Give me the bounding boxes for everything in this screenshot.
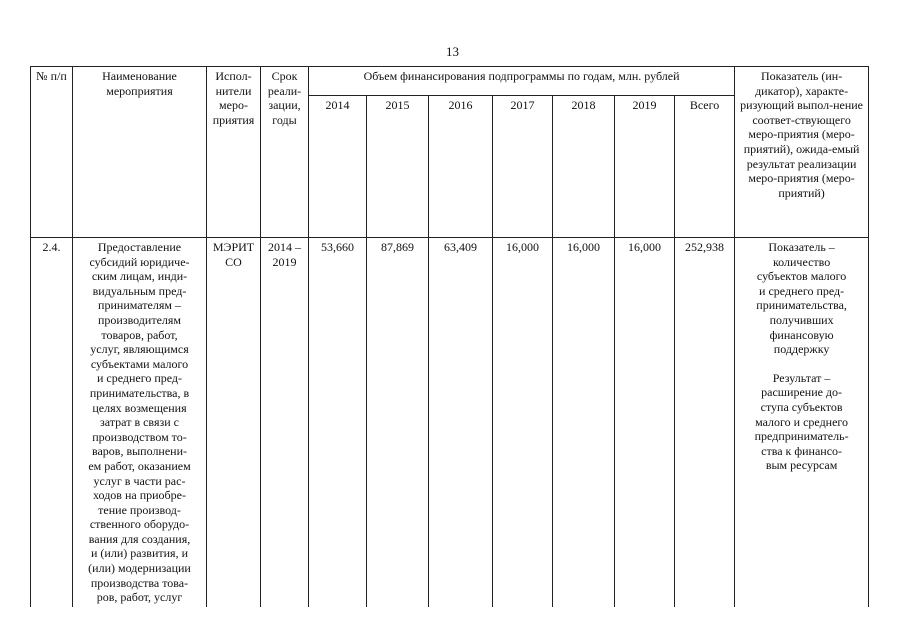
header-year: 2016: [429, 96, 493, 238]
row-executor: МЭРИТ СО: [207, 238, 261, 607]
header-year: 2015: [367, 96, 429, 238]
header-year: 2019: [615, 96, 675, 238]
header-total: Всего: [675, 96, 735, 238]
header-year: 2014: [309, 96, 367, 238]
row-value-2018: 16,000: [553, 238, 615, 607]
row-num: 2.4.: [31, 238, 73, 607]
table-row: [31, 238, 869, 607]
row-result: Результат – расширение до- ступа субъектов малого и среднего предприниматель- ства к финансо- вым ресурсам: [754, 370, 849, 473]
header-name: Наименование мероприятия: [73, 67, 207, 238]
header-row-top: [31, 67, 869, 96]
row-indicator-cell: [735, 238, 869, 607]
header-term: Срок реали-зации, годы: [261, 67, 309, 238]
header-executors: Испол-нители меро-приятия: [207, 67, 261, 238]
row-value-total: 252,938: [675, 238, 735, 607]
row-value-2016: 63,409: [429, 238, 493, 607]
header-indicator: Показатель (ин-дикатор), характе-ризующий выпол-нение соответ-ствующего меро-приятия (меро-приятий), ожида-емый результат реализации меро-приятия (меро-приятий): [735, 67, 869, 238]
page-number: 13: [446, 44, 459, 59]
program-table: [30, 66, 869, 607]
row-indicator: Показатель – количество субъектов малого и среднего пред- принимательства, получивших финансовую поддержку: [756, 240, 847, 357]
row-value-2015: 87,869: [367, 238, 429, 607]
header-funding: Объем финансирования подпрограммы по годам, млн. рублей: [309, 67, 735, 96]
row-value-2019: 16,000: [615, 238, 675, 607]
indicator-spacer: [738, 357, 865, 371]
row-term: 2014 – 2019: [261, 238, 309, 607]
row-name: Предоставление субсидий юридиче- ским лицам, инди- видуальным пред- принимателям – производителям товаров, работ, услуг, являющимся субъектами малого и среднего пред- принимательства, в целях возмещения затрат в связи с производством то- варов, выполнени- ем работ, оказанием услуг в части рас- ходов на приобре- тение производ- ственного оборудо- вания для создания, и (или) развития, и (или) модернизации производства това- ров, работ, услуг: [73, 238, 207, 607]
header-year: 2018: [553, 96, 615, 238]
header-num: № п/п: [31, 67, 73, 238]
header-year: 2017: [493, 96, 553, 238]
row-value-2017: 16,000: [493, 238, 553, 607]
row-value-2014: 53,660: [309, 238, 367, 607]
